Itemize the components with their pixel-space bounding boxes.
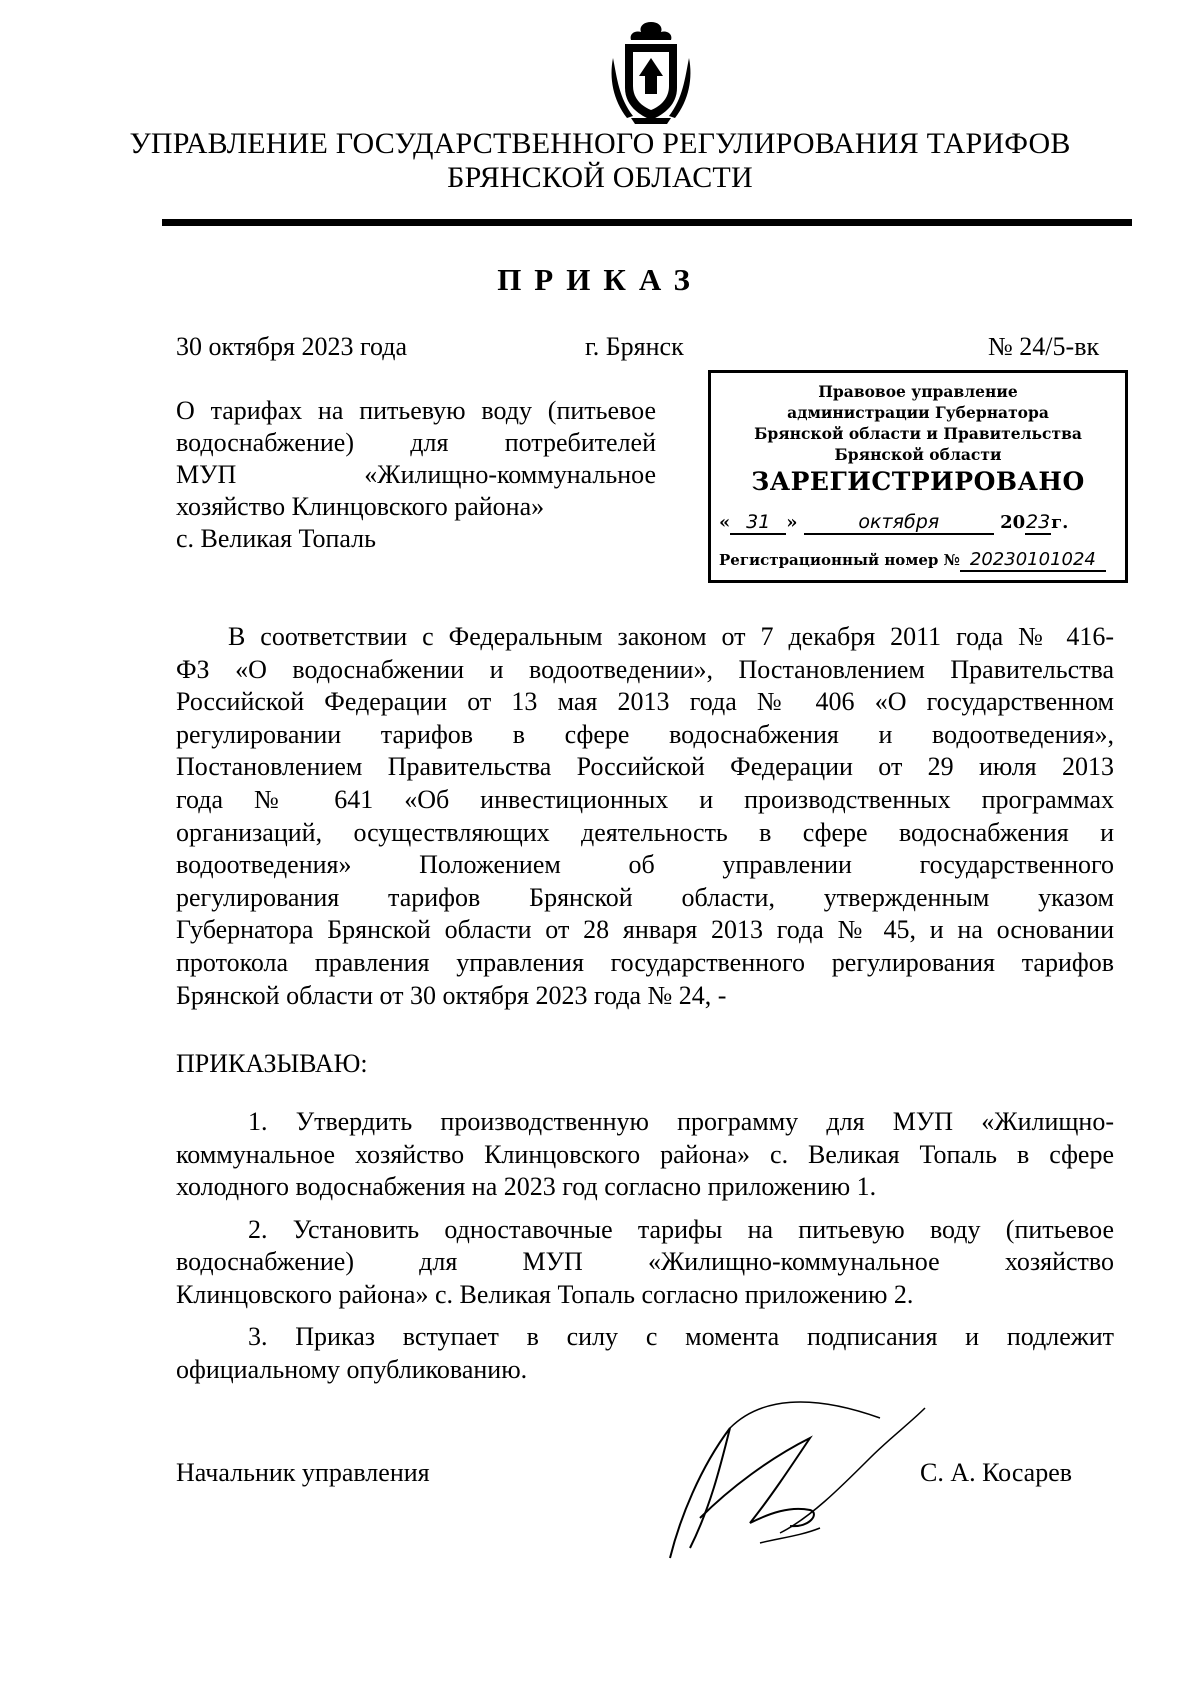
preamble-line: протокола правления управления государственного регулирования тарифов [176,947,1114,977]
order-item-1 [176,1106,1114,1204]
preamble-line: ФЗ «О водоснабжении и водоотведении», Постановлением Правительства [176,654,1114,684]
preamble-paragraph [176,621,1114,1012]
order-item-line: коммунальное хозяйство Клинцовского района» с. Великая Топаль в сфере [176,1139,1114,1169]
order-directive: ПРИКАЗЫВАЮ: [176,1049,368,1078]
coat-of-arms-icon [603,18,699,126]
preamble-line: водоотведения» Положением об управлении государственного [176,850,1114,880]
preamble-line: Губернатора Брянской области от 28 января 2013 года № 45, и на основании [176,915,1114,945]
stamp-reg-number-row [719,549,1123,579]
order-item-2 [176,1214,1114,1312]
stamp-reg-number-label: Регистрационный номер № [719,551,960,569]
order-item-line: официальному опубликованию. [176,1354,528,1384]
document-type-title: ПРИКАЗ [497,262,703,297]
preamble-line: Брянской области от 30 октября 2023 года № 24, - [176,980,727,1010]
order-item-3 [176,1321,1114,1386]
stamp-year-suffix: 23 [1026,511,1051,533]
stamp-line: Правовое управление [818,382,1018,401]
document-number: № 24/5-вк [988,332,1100,361]
stamp-reg-number: 20230101024 [960,549,1106,572]
organization-name-line-1: УПРАВЛЕНИЕ ГОСУДАРСТВЕННОГО РЕГУЛИРОВАНИЯ ТАРИФОВ [129,127,1071,160]
stamp-line: Брянской области [834,445,1002,464]
subject-line: с. Великая Топаль [176,524,376,553]
preamble-line: Российской Федерации от 13 мая 2013 года № 406 «О государственном [176,687,1114,717]
stamp-month: октября [804,511,994,535]
subject-line: хозяйство Клинцовского района» [176,492,545,521]
preamble-line: Постановлением Правительства Российской Федерации от 29 июля 2013 [176,752,1114,782]
preamble-line: В соответствии с Федеральным законом от 7 декабря 2011 года № 416- [228,622,1114,651]
registration-stamp [708,370,1128,583]
stamp-year-label: г. [1051,512,1069,533]
stamp-line: Брянской области и Правительства [754,424,1082,443]
subject-line: О тарифах на питьевую воду (питьевое [176,396,656,425]
order-item-line: 1. Утвердить производственную программу для МУП «Жилищно- [248,1107,1114,1136]
stamp-year-prefix: 20 [1000,512,1026,533]
handwritten-signature [660,1398,940,1563]
order-item-line: 3. Приказ вступает в силу с момента подписания и подлежит [248,1322,1114,1351]
stamp-registered-label: ЗАРЕГИСТРИРОВАНО [751,467,1085,496]
order-item-line: водоснабжение) для МУП «Жилищно-коммунальное хозяйство [176,1247,1114,1276]
order-item-line: Клинцовского района» с. Великая Топаль согласно приложению 2. [176,1279,914,1309]
subject-line: МУП «Жилищно-коммунальное [176,460,656,489]
document-city: г. Брянск [585,332,684,361]
preamble-line: регулирования тарифов Брянской области, утвержденным указом [176,882,1114,912]
signatory-position: Начальник управления [176,1458,430,1487]
preamble-line: регулировании тарифов в сфере водоснабжения и водоотведения», [176,719,1114,749]
subject-line: водоснабжение) для потребителей [176,428,656,457]
stamp-day: 31 [730,511,786,535]
preamble-line: года № 641 «Об инвестиционных и производственных программах [176,784,1114,814]
order-item-line: 2. Установить одноставочные тарифы на питьевую воду (питьевое [248,1214,1114,1244]
stamp-line: администрации Губернатора [787,403,1049,422]
preamble-line: организаций, осуществляющих деятельность в сфере водоснабжения и [176,817,1114,847]
order-item-line: холодного водоснабжения на 2023 год согласно приложению 1. [176,1172,877,1201]
order-items [176,1106,1114,1396]
document-date: 30 октября 2023 года [176,332,407,361]
signatory-name: С. А. Косарев [920,1458,1073,1487]
document-subject [176,395,656,555]
organization-name-line-2: БРЯНСКОЙ ОБЛАСТИ [447,161,753,194]
header-divider [162,219,1132,226]
stamp-date-row: « 31 » октября 2023г. [719,511,1069,533]
